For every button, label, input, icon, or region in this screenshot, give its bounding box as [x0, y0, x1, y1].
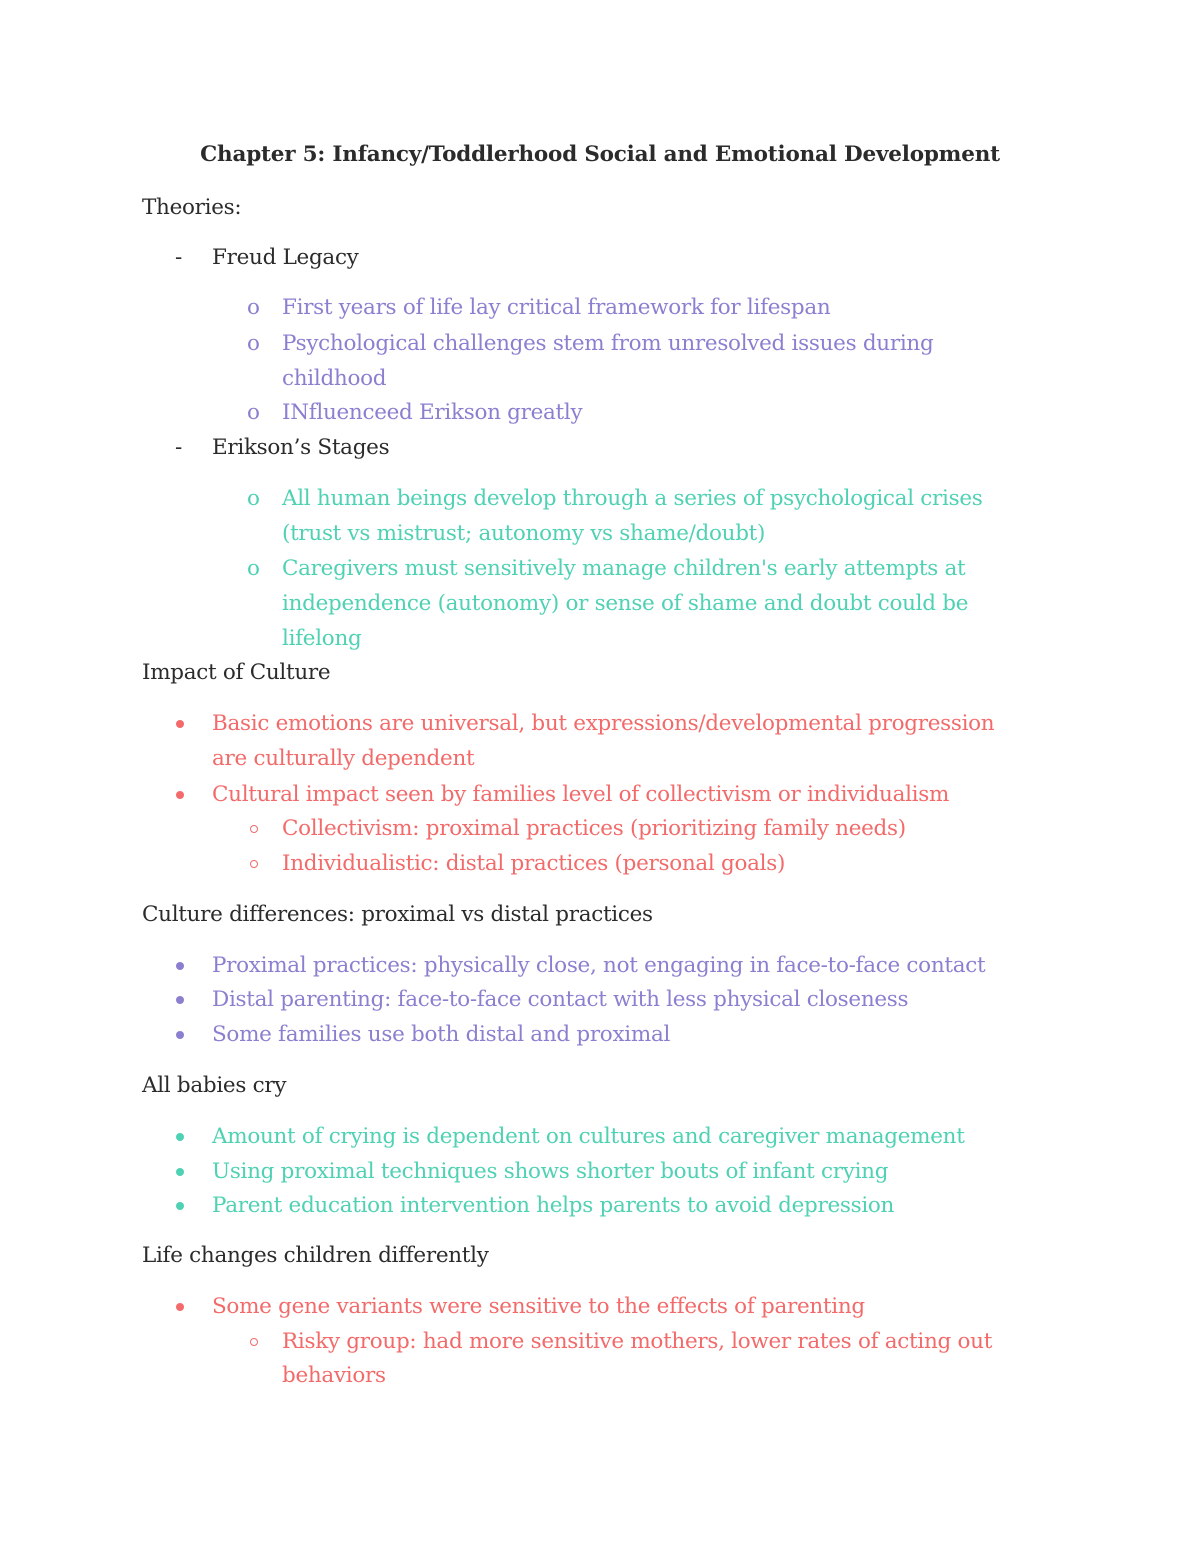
list-item: Psychological challenges stem from unresolved issues during — [282, 331, 934, 356]
list-item: Some families use both distal and proximal — [212, 1022, 671, 1047]
o-marker: o — [247, 556, 260, 581]
section-heading-theories: Theories: — [142, 195, 242, 220]
list-item: Proximal practices: physically close, not engaging in face-to-face contact — [212, 953, 986, 978]
bullet-ring — [250, 825, 258, 833]
list-item: Risky group: had more sensitive mothers, lower rates of acting out — [282, 1329, 993, 1354]
list-item: Basic emotions are universal, but expressions/developmental progression — [212, 711, 995, 736]
dash-marker: - — [175, 435, 183, 460]
freud-legacy-label: Freud Legacy — [212, 245, 359, 270]
o-marker: o — [247, 400, 260, 425]
bullet-dot — [176, 996, 184, 1004]
section-heading-culture: Impact of Culture — [142, 660, 331, 685]
section-heading-life: Life changes children differently — [142, 1243, 489, 1268]
o-marker: o — [247, 331, 260, 356]
list-item: Collectivism: proximal practices (prioritizing family needs) — [282, 816, 906, 841]
list-item-continuation: lifelong — [282, 626, 362, 651]
list-item: Individualistic: distal practices (personal goals) — [282, 851, 786, 876]
list-item: First years of life lay critical framework for lifespan — [282, 295, 831, 320]
list-item: Some gene variants were sensitive to the effects of parenting — [212, 1294, 865, 1319]
bullet-dot — [176, 962, 184, 970]
list-item-continuation: behaviors — [282, 1363, 386, 1388]
list-item-continuation: independence (autonomy) or sense of shame and doubt could be — [282, 591, 969, 616]
list-item: Amount of crying is dependent on cultures and caregiver management — [212, 1124, 965, 1149]
dash-marker: - — [175, 245, 183, 270]
bullet-dot — [176, 720, 184, 728]
bullet-dot — [176, 1202, 184, 1210]
list-item: Distal parenting: face-to-face contact with less physical closeness — [212, 987, 909, 1012]
erikson-stages-label: Erikson’s Stages — [212, 435, 390, 460]
section-heading-differences: Culture differences: proximal vs distal practices — [142, 902, 653, 927]
o-marker: o — [247, 295, 260, 320]
bullet-dot — [176, 1031, 184, 1039]
section-heading-cry: All babies cry — [142, 1073, 287, 1098]
bullet-dot — [176, 1168, 184, 1176]
list-item: Using proximal techniques shows shorter bouts of infant crying — [212, 1159, 889, 1184]
list-item-continuation: (trust vs mistrust; autonomy vs shame/doubt) — [282, 521, 766, 546]
bullet-dot — [176, 791, 184, 799]
list-item: Parent education intervention helps parents to avoid depression — [212, 1193, 895, 1218]
list-item-continuation: childhood — [282, 366, 387, 391]
list-item-continuation: are culturally dependent — [212, 746, 475, 771]
bullet-dot — [176, 1133, 184, 1141]
page-title: Chapter 5: Infancy/Toddlerhood Social and Emotional Development — [200, 142, 1000, 167]
bullet-ring — [250, 1338, 258, 1346]
list-item: INfluenceed Erikson greatly — [282, 400, 583, 425]
o-marker: o — [247, 486, 260, 511]
list-item: Cultural impact seen by families level of collectivism or individualism — [212, 782, 950, 807]
bullet-dot — [176, 1303, 184, 1311]
bullet-ring — [250, 860, 258, 868]
list-item: All human beings develop through a series of psychological crises — [282, 486, 983, 511]
list-item: Caregivers must sensitively manage children's early attempts at — [282, 556, 966, 581]
